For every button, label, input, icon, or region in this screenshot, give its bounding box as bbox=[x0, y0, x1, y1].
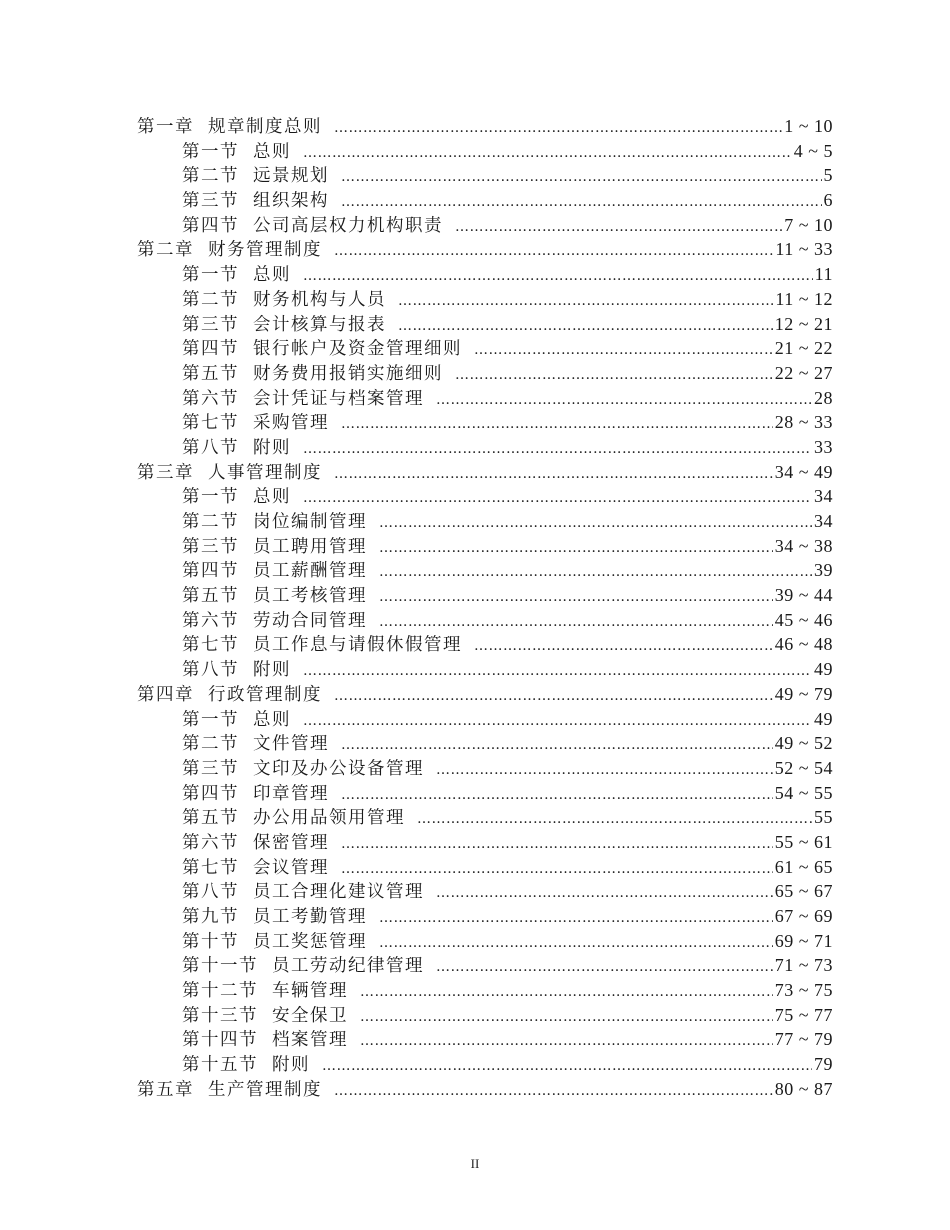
toc-dot-leader bbox=[379, 931, 773, 954]
toc-dot-leader bbox=[455, 215, 782, 238]
toc-entry-title: 印章管理 bbox=[253, 783, 329, 804]
toc-chapter-entry[interactable] bbox=[137, 237, 833, 262]
toc-entry-label: 第六节 bbox=[182, 832, 239, 853]
toc-dot-leader bbox=[334, 116, 782, 139]
toc-entry-label: 第十五节 bbox=[182, 1055, 258, 1076]
toc-entry-page-range: 11 ~ 12 bbox=[775, 288, 833, 309]
toc-entry-page-range: 49 ~ 52 bbox=[774, 733, 833, 754]
toc-entry-page-range: 52 ~ 54 bbox=[774, 757, 833, 778]
toc-entry-label: 第八节 bbox=[182, 660, 239, 681]
toc-entry-page-range: 65 ~ 67 bbox=[774, 881, 833, 902]
toc-section-entry[interactable] bbox=[137, 731, 833, 756]
toc-entry-label: 第五节 bbox=[182, 363, 239, 384]
toc-entry-title: 会计凭证与档案管理 bbox=[253, 388, 424, 409]
toc-entry-title: 保密管理 bbox=[253, 832, 329, 853]
toc-entry-label: 第一节 bbox=[182, 141, 239, 162]
toc-entry-label: 第三节 bbox=[182, 314, 239, 335]
toc-entry-page-range: 49 bbox=[814, 708, 833, 729]
toc-dot-leader bbox=[341, 190, 822, 213]
toc-entry-label: 第十节 bbox=[182, 931, 239, 952]
toc-entry-title: 组织架构 bbox=[253, 191, 329, 212]
toc-section-entry[interactable] bbox=[137, 805, 833, 830]
toc-section-entry[interactable] bbox=[137, 410, 833, 435]
toc-entry-page-range: 28 bbox=[814, 387, 833, 408]
toc-entry-label: 第二节 bbox=[182, 166, 239, 187]
toc-entry-page-range: 28 ~ 33 bbox=[774, 412, 833, 433]
toc-entry-label: 第四节 bbox=[182, 339, 239, 360]
toc-entry-page-range: 73 ~ 75 bbox=[774, 980, 833, 1001]
toc-section-entry[interactable] bbox=[137, 534, 833, 559]
toc-entry-title: 财务机构与人员 bbox=[253, 289, 386, 310]
toc-entry-page-range: 5 bbox=[823, 165, 833, 186]
toc-entry-title: 劳动合同管理 bbox=[253, 610, 367, 631]
toc-entry-page-range: 46 ~ 48 bbox=[774, 634, 833, 655]
toc-entry-page-range: 39 bbox=[814, 560, 833, 581]
toc-dot-leader bbox=[379, 585, 773, 608]
toc-entry-page-range: 4 ~ 5 bbox=[793, 140, 833, 161]
toc-entry-label: 第四节 bbox=[182, 215, 239, 236]
toc-entry-title: 总则 bbox=[253, 487, 291, 508]
toc-section-entry[interactable] bbox=[137, 336, 833, 361]
toc-section-entry[interactable] bbox=[137, 188, 833, 213]
toc-entry-title: 员工薪酬管理 bbox=[253, 561, 367, 582]
toc-entry-page-range: 80 ~ 87 bbox=[774, 1078, 833, 1099]
toc-dot-leader bbox=[379, 560, 812, 583]
toc-entry-page-range: 54 ~ 55 bbox=[774, 782, 833, 803]
toc-entry-label: 第十三节 bbox=[182, 1005, 258, 1026]
toc-dot-leader bbox=[436, 881, 773, 904]
toc-entry-title: 员工劳动纪律管理 bbox=[272, 956, 424, 977]
toc-dot-leader bbox=[379, 511, 812, 534]
toc-dot-leader bbox=[474, 634, 773, 657]
toc-entry-page-range: 34 ~ 38 bbox=[774, 535, 833, 556]
toc-entry-page-range: 49 bbox=[814, 659, 833, 680]
toc-entry-label: 第三节 bbox=[182, 536, 239, 557]
toc-section-entry[interactable] bbox=[137, 386, 833, 411]
toc-dot-leader bbox=[303, 437, 812, 460]
toc-entry-page-range: 75 ~ 77 bbox=[774, 1004, 833, 1025]
toc-chapter-entry[interactable] bbox=[137, 114, 833, 139]
toc-entry-title: 员工考核管理 bbox=[253, 586, 367, 607]
toc-entry-title: 总则 bbox=[253, 265, 291, 286]
toc-entry-page-range: 6 bbox=[823, 190, 833, 211]
toc-dot-leader bbox=[379, 610, 773, 633]
toc-section-entry[interactable] bbox=[137, 978, 833, 1003]
toc-dot-leader bbox=[303, 486, 812, 509]
toc-entry-title: 员工考勤管理 bbox=[253, 907, 367, 927]
toc-section-entry[interactable] bbox=[137, 904, 833, 929]
toc-entry-title: 员工奖惩管理 bbox=[253, 931, 367, 952]
toc-entry-title: 附则 bbox=[253, 437, 291, 458]
toc-entry-label: 第八节 bbox=[182, 882, 239, 903]
toc-section-entry[interactable] bbox=[137, 287, 833, 312]
toc-section-entry[interactable] bbox=[137, 435, 833, 460]
toc-entry-title: 员工合理化建议管理 bbox=[253, 882, 424, 903]
toc-chapter-entry[interactable] bbox=[137, 682, 833, 707]
toc-dot-leader bbox=[474, 338, 773, 361]
toc-entry-label: 第五节 bbox=[182, 808, 239, 829]
toc-section-entry[interactable] bbox=[137, 608, 833, 633]
toc-entry-label: 第十一节 bbox=[182, 956, 258, 977]
toc-dot-leader bbox=[379, 906, 773, 929]
toc-entry-page-range: 33 bbox=[814, 436, 833, 457]
toc-dot-leader bbox=[303, 141, 792, 164]
toc-section-entry[interactable] bbox=[137, 1027, 833, 1052]
toc-section-entry[interactable] bbox=[137, 1052, 833, 1077]
toc-dot-leader bbox=[341, 165, 822, 188]
toc-dot-leader bbox=[360, 1029, 773, 1052]
toc-section-entry[interactable] bbox=[137, 262, 833, 287]
toc-section-entry[interactable] bbox=[137, 583, 833, 608]
toc-section-entry[interactable] bbox=[137, 929, 833, 954]
toc-dot-leader bbox=[341, 412, 773, 435]
toc-entry-label: 第二节 bbox=[182, 734, 239, 755]
toc-section-entry[interactable] bbox=[137, 830, 833, 855]
toc-section-entry[interactable] bbox=[137, 855, 833, 880]
toc-entry-page-range: 67 ~ 69 bbox=[774, 906, 833, 926]
toc-dot-leader bbox=[436, 388, 812, 411]
toc-entry-page-range: 45 ~ 46 bbox=[774, 609, 833, 630]
toc-entry-page-range: 77 ~ 79 bbox=[774, 1029, 833, 1050]
page-number: II bbox=[470, 1156, 480, 1171]
toc-entry-label: 第一节 bbox=[182, 709, 239, 730]
toc-dot-leader bbox=[436, 758, 773, 781]
toc-dot-leader bbox=[334, 462, 773, 485]
toc-entry-page-range: 1 ~ 10 bbox=[784, 116, 833, 136]
toc-dot-leader bbox=[398, 314, 773, 337]
toc-chapter-entry[interactable] bbox=[137, 1077, 833, 1102]
toc-entry-label: 第二节 bbox=[182, 289, 239, 310]
toc-section-entry[interactable] bbox=[137, 312, 833, 337]
toc-entry-label: 第四章 bbox=[137, 684, 194, 705]
toc-entry-label: 第八节 bbox=[182, 437, 239, 458]
toc-dot-leader bbox=[341, 832, 773, 855]
toc-entry-page-range: 69 ~ 71 bbox=[774, 930, 833, 951]
toc-entry-label: 第九节 bbox=[182, 907, 239, 927]
toc-entry-label: 第二节 bbox=[182, 512, 239, 532]
toc-dot-leader bbox=[417, 807, 812, 830]
toc-dot-leader bbox=[360, 1005, 773, 1028]
toc-entry-page-range: 55 ~ 61 bbox=[774, 831, 833, 852]
toc-section-entry[interactable] bbox=[137, 879, 833, 904]
toc-entry-label: 第七节 bbox=[182, 413, 239, 434]
toc-entry-label: 第五章 bbox=[137, 1079, 194, 1100]
toc-dot-leader bbox=[303, 709, 812, 732]
toc-entry-title: 总则 bbox=[253, 709, 291, 730]
toc-entry-label: 第十四节 bbox=[182, 1030, 258, 1051]
toc-entry-title: 公司高层权力机构职责 bbox=[253, 215, 443, 236]
toc-dot-leader bbox=[303, 264, 813, 287]
toc-dot-leader bbox=[303, 659, 812, 682]
toc-entry-title: 总则 bbox=[253, 141, 291, 162]
toc-entry-title: 文件管理 bbox=[253, 734, 329, 755]
toc-entry-page-range: 7 ~ 10 bbox=[784, 214, 833, 235]
toc-section-entry[interactable] bbox=[137, 781, 833, 806]
toc-entry-title: 岗位编制管理 bbox=[253, 512, 367, 532]
toc-entry-label: 第十二节 bbox=[182, 981, 258, 1002]
toc-entry-page-range: 39 ~ 44 bbox=[774, 585, 833, 606]
toc-entry-title: 员工聘用管理 bbox=[253, 536, 367, 557]
toc-entry-label: 第六节 bbox=[182, 388, 239, 409]
toc-section-entry[interactable] bbox=[137, 1003, 833, 1028]
toc-section-entry[interactable] bbox=[137, 558, 833, 583]
toc-entry-title: 财务费用报销实施细则 bbox=[253, 363, 443, 384]
toc-dot-leader bbox=[360, 980, 773, 1003]
toc-entry-page-range: 55 bbox=[814, 807, 833, 828]
toc-section-entry[interactable] bbox=[137, 707, 833, 732]
toc-entry-title: 行政管理制度 bbox=[208, 684, 322, 705]
toc-dot-leader bbox=[341, 783, 773, 806]
toc-entry-page-range: 34 ~ 49 bbox=[774, 461, 833, 482]
toc-entry-title: 文印及办公设备管理 bbox=[253, 758, 424, 779]
toc-entry-title: 会计核算与报表 bbox=[253, 314, 386, 335]
toc-entry-page-range: 22 ~ 27 bbox=[774, 362, 833, 383]
toc-dot-leader bbox=[379, 536, 773, 559]
toc-section-entry[interactable] bbox=[137, 361, 833, 386]
toc-entry-title: 银行帐户及资金管理细则 bbox=[253, 339, 462, 360]
toc-dot-leader bbox=[334, 684, 773, 707]
toc-entry-title: 车辆管理 bbox=[272, 981, 348, 1002]
toc-entry-page-range: 79 bbox=[814, 1054, 833, 1075]
toc-section-entry[interactable] bbox=[137, 163, 833, 188]
toc-entry-label: 第七节 bbox=[182, 635, 239, 656]
toc-entry-label: 第五节 bbox=[182, 586, 239, 607]
toc-entry-label: 第一节 bbox=[182, 487, 239, 508]
toc-dot-leader bbox=[341, 733, 773, 756]
toc-section-entry[interactable] bbox=[137, 632, 833, 657]
toc-dot-leader bbox=[398, 289, 773, 312]
toc-dot-leader bbox=[436, 955, 773, 978]
toc-entry-label: 第三节 bbox=[182, 758, 239, 779]
toc-entry-label: 第三节 bbox=[182, 191, 239, 212]
toc-entry-page-range: 71 ~ 73 bbox=[774, 955, 833, 976]
toc-entry-title: 人事管理制度 bbox=[208, 462, 322, 483]
toc-entry-title: 生产管理制度 bbox=[208, 1079, 322, 1100]
toc-chapter-entry[interactable] bbox=[137, 460, 833, 485]
toc-entry-title: 档案管理 bbox=[272, 1030, 348, 1051]
toc-entry-page-range: 11 ~ 33 bbox=[775, 239, 833, 260]
toc-section-entry[interactable] bbox=[137, 213, 833, 238]
toc-entry-title: 规章制度总则 bbox=[208, 117, 322, 137]
toc-dot-leader bbox=[455, 363, 773, 386]
toc-entry-title: 会议管理 bbox=[253, 857, 329, 878]
toc-section-entry[interactable] bbox=[137, 139, 833, 164]
toc-entry-title: 采购管理 bbox=[253, 413, 329, 434]
toc-entry-page-range: 12 ~ 21 bbox=[774, 313, 833, 334]
toc-entry-label: 第七节 bbox=[182, 857, 239, 878]
toc-section-entry[interactable] bbox=[137, 657, 833, 682]
toc-entry-title: 员工作息与请假休假管理 bbox=[253, 635, 462, 656]
toc-dot-leader bbox=[334, 239, 773, 262]
toc-entry-label: 第四节 bbox=[182, 783, 239, 804]
toc-section-entry[interactable] bbox=[137, 484, 833, 509]
toc-entry-title: 附则 bbox=[253, 660, 291, 681]
toc-entry-label: 第六节 bbox=[182, 610, 239, 631]
toc-dot-leader bbox=[334, 1079, 773, 1102]
toc-dot-leader bbox=[322, 1054, 812, 1077]
toc-entry-title: 财务管理制度 bbox=[208, 240, 322, 261]
toc-entry-label: 第一章 bbox=[137, 117, 194, 137]
table-of-contents bbox=[137, 114, 833, 1102]
toc-entry-title: 办公用品领用管理 bbox=[253, 808, 405, 829]
toc-entry-label: 第一节 bbox=[182, 265, 239, 286]
toc-entry-label: 第二章 bbox=[137, 240, 194, 261]
toc-entry-page-range: 11 bbox=[814, 264, 833, 285]
toc-section-entry[interactable] bbox=[137, 953, 833, 978]
toc-entry-page-range: 34 bbox=[814, 486, 833, 507]
toc-entry-page-range: 49 ~ 79 bbox=[774, 683, 833, 704]
toc-entry-page-range: 34 bbox=[814, 511, 833, 531]
toc-entry-label: 第四节 bbox=[182, 561, 239, 582]
toc-entry-title: 远景规划 bbox=[253, 166, 329, 187]
toc-dot-leader bbox=[341, 857, 773, 880]
toc-section-entry[interactable] bbox=[137, 756, 833, 781]
toc-entry-title: 安全保卫 bbox=[272, 1005, 348, 1026]
toc-section-entry[interactable] bbox=[137, 509, 833, 534]
toc-entry-page-range: 21 ~ 22 bbox=[774, 338, 833, 359]
toc-entry-label: 第三章 bbox=[137, 462, 194, 483]
toc-entry-page-range: 61 ~ 65 bbox=[774, 856, 833, 877]
toc-entry-title: 附则 bbox=[272, 1055, 310, 1076]
